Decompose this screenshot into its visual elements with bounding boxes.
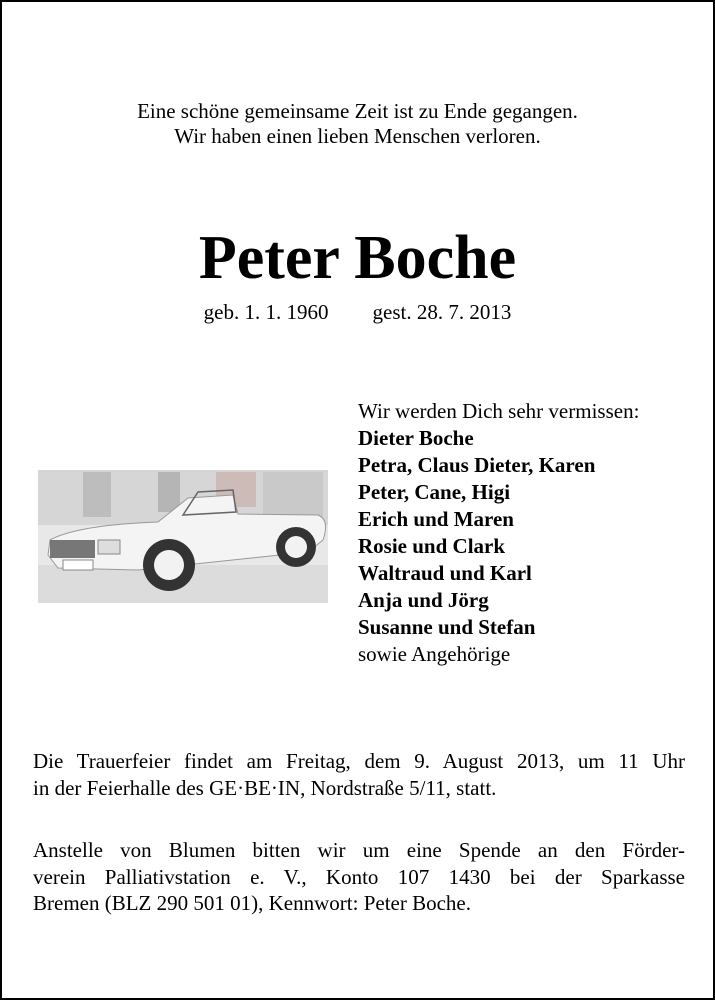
mourners-section bbox=[358, 398, 639, 668]
ceremony-paragraph bbox=[33, 748, 685, 801]
car-photo bbox=[38, 470, 328, 603]
mourner: Rosie und Clark bbox=[358, 534, 506, 558]
intro-line: Wir haben einen lieben Menschen verloren. bbox=[174, 124, 541, 148]
donation-line: verein Palliativstation e. V., Konto 107 1430 bei der Sparkasse bbox=[33, 864, 685, 889]
life-dates bbox=[0, 300, 715, 325]
birth-date: geb. 1. 1. 1960 bbox=[203, 300, 329, 324]
death-date: gest. 28. 7. 2013 bbox=[372, 300, 512, 324]
mourner: Peter, Cane, Higi bbox=[358, 480, 511, 504]
mourners-heading: Wir werden Dich sehr vermissen: bbox=[358, 399, 640, 423]
ceremony-line: in der Feierhalle des GE·BE·IN, Nordstraße 5/11, statt. bbox=[33, 775, 497, 800]
donation-paragraph bbox=[33, 837, 685, 917]
mourner: Erich und Maren bbox=[358, 507, 514, 531]
mourners-footer: sowie Angehörige bbox=[358, 642, 511, 666]
mourner: Susanne und Stefan bbox=[358, 615, 536, 639]
mourner: Waltraud und Karl bbox=[358, 561, 532, 585]
mourner: Petra, Claus Dieter, Karen bbox=[358, 453, 596, 477]
deceased-name: Peter Boche bbox=[198, 224, 517, 292]
intro-line: Eine schöne gemeinsame Zeit ist zu Ende gegangen. bbox=[137, 99, 578, 123]
ceremony-line: Die Trauerfeier findet am Freitag, dem 9. August 2013, um 11 Uhr bbox=[33, 749, 685, 773]
mourner: Dieter Boche bbox=[358, 426, 474, 450]
intro-text bbox=[0, 99, 715, 149]
mourner: Anja und Jörg bbox=[358, 588, 489, 612]
donation-line: Bremen (BLZ 290 501 01), Kennwort: Peter Boche. bbox=[33, 891, 471, 915]
donation-line: Anstelle von Blumen bitten wir um eine Spende an den Förder- bbox=[33, 838, 685, 862]
